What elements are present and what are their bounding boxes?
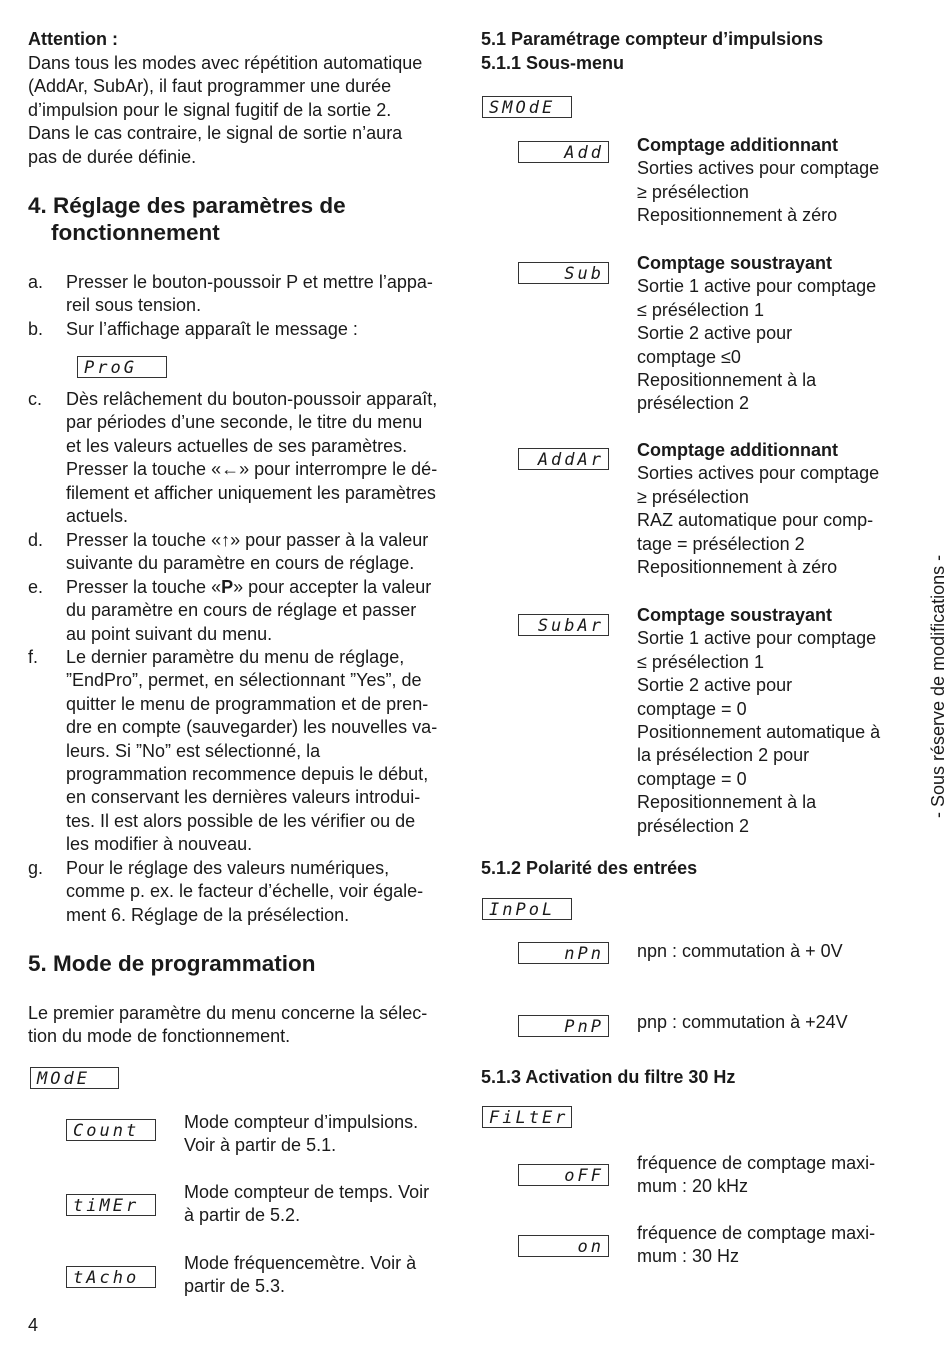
attention-line: pas de durée définie. [28,146,197,167]
page-number: 4 [28,1315,39,1335]
list-marker: d. [28,530,44,550]
list-line: ment 6. Réglage de la présélection. [66,904,350,925]
desc-line: comptage ≤0 [637,346,741,367]
list-marker: e. [28,577,44,597]
list-line: par périodes d’une seconde, le titre du menu [66,412,423,433]
display-submode: SMOdE [482,96,572,118]
list-line: au point suivant du menu. [66,623,273,644]
display-addar: AddAr [518,448,609,470]
display-add: Add [518,141,609,163]
list-line: ”EndPro”, permet, en sélectionnant ”Yes”, de [66,670,422,691]
list-line: leurs. Si ”No” est sélectionné, la [66,740,321,761]
list-line: suivante du paramètre en cours de réglage. [66,553,415,574]
desc-line: Repositionnement à zéro [637,557,838,578]
list-line: Presser la touche «↑» pour passer à la valeur [66,530,429,550]
desc-line: à partir de 5.2. [184,1205,301,1226]
desc-line: Repositionnement à zéro [637,205,838,226]
desc-line: Sortie 2 active pour [637,323,793,344]
option-addar-desc [637,439,907,579]
list-line: Presser la touche «P» pour accepter la valeur [66,577,432,597]
list-marker: c. [28,389,43,409]
desc-line: mum : 30 Hz [637,1246,740,1267]
desc-line: Sortie 2 active pour [637,675,793,696]
list-line: programmation recommence depuis le début, [66,764,429,785]
desc-line: ≥ présélection [637,486,749,507]
desc-line: comptage = 0 [637,768,747,789]
desc-line: ≤ présélection 1 [637,299,764,320]
desc-line: Sortie 1 active pour comptage [637,276,877,297]
desc-line: Mode compteur de temps. Voir [184,1182,430,1202]
attention-title: Attention : [28,29,118,49]
option-subar-desc [637,604,907,838]
arrow-up-icon: ↑ [221,530,231,550]
arrow-left-icon: ← [221,459,240,480]
desc-line: mum : 20 kHz [637,1176,749,1197]
desc-line: Sorties actives pour comptage [637,158,880,179]
desc-line: la présélection 2 pour [637,745,810,766]
display-filter: FiLtEr [482,1106,572,1128]
display-count: Count [66,1119,156,1141]
option-title: Comptage soustrayant [637,253,833,273]
option-npn-desc: npn : commutation à + 0V [637,941,843,961]
attention-line: Dans le cas contraire, le signal de sortie n’aura [28,123,403,144]
mode-count-desc [184,1111,454,1158]
list-line: dre en compte (sauvegarder) les nouvelles va- [66,717,438,738]
list-line: Le dernier paramètre du menu de réglage, [66,647,405,667]
section513-title: 5.1.3 Activation du filtre 30 Hz [481,1067,736,1087]
intro-line: tion du mode de fonctionnement. [28,1026,291,1047]
list-marker: a. [28,272,44,292]
desc-line: RAZ automatique pour comp- [637,510,874,531]
display-timer: tiMEr [66,1194,156,1216]
list-line: en conservant les dernières valeurs introdui- [66,787,421,808]
attention-line: d’impulsion pour le signal fugitif de la sortie 2. [28,99,392,120]
desc-line: Positionnement automatique à [637,722,881,743]
option-pnp-desc: pnp : commutation à +24V [637,1012,848,1032]
desc-line: Repositionnement à la [637,370,817,391]
list-line: Dès relâchement du bouton-poussoir apparaît, [66,389,438,409]
desc-line: présélection 2 [637,393,750,414]
list-line: les modifier à nouveau. [66,834,253,855]
list-line: quitter le menu de programmation et de pren- [66,693,429,714]
desc-line: Mode compteur d’impulsions. [184,1112,419,1132]
option-on-desc [637,1222,907,1269]
desc-line: Mode fréquencemètre. Voir à [184,1253,417,1273]
list-line: reil sous tension. [66,295,202,316]
display-tacho: tAcho [66,1266,156,1288]
option-add-desc [637,134,907,228]
attention-text [28,52,468,169]
section4-title: 4. Réglage des paramètres de [28,193,346,218]
option-title: Comptage additionnant [637,440,838,460]
desc-line: fréquence de comptage maxi- [637,1153,876,1173]
section512-title: 5.1.2 Polarité des entrées [481,858,698,878]
list-line: Sur l’affichage apparaît le message : [66,319,358,339]
desc-line: Voir à partir de 5.1. [184,1135,337,1156]
desc-line: Sortie 1 active pour comptage [637,628,877,649]
attention-line: (AddAr, SubAr), il faut programmer une durée [28,76,392,97]
option-off-desc [637,1152,907,1199]
display-on: on [518,1235,609,1257]
display-mode: MOdE [30,1067,119,1089]
display-sub: Sub [518,262,609,284]
display-pnp: PnP [518,1015,609,1037]
desc-line: comptage = 0 [637,698,747,719]
attention-line: Dans tous les modes avec répétition automatique [28,53,423,73]
desc-line: Sorties actives pour comptage [637,463,880,484]
section51-title: 5.1 Paramétrage compteur d’impulsions [481,29,824,49]
option-title: Comptage soustrayant [637,605,833,625]
section511-title: 5.1.1 Sous-menu [481,53,625,73]
mode-timer-desc [184,1181,454,1228]
display-npn: nPn [518,942,609,964]
list-line: filement et afficher uniquement les paramètres [66,482,436,503]
list-line: comme p. ex. le facteur d’échelle, voir égale- [66,881,424,902]
section5-intro [28,1002,468,1049]
intro-line: Le premier paramètre du menu concerne la sélec- [28,1003,428,1023]
option-sub-desc [637,252,907,416]
list-marker: f. [28,647,39,667]
list-line: tes. Il est alors possible de les vérifier ou de [66,810,416,831]
list-line: et les valeurs actuelles de ses paramètres. [66,435,408,456]
mode-tacho-desc [184,1252,454,1299]
list-marker: b. [28,319,44,339]
list-line: actuels. [66,506,129,527]
desc-line: présélection 2 [637,815,750,836]
display-prog: ProG [77,356,167,378]
list-line: du paramètre en cours de réglage et passer [66,600,417,621]
desc-line: tage = présélection 2 [637,533,805,554]
list-line: Pour le réglage des valeurs numériques, [66,858,390,878]
desc-line: ≥ présélection [637,181,749,202]
desc-line: Repositionnement à la [637,792,817,813]
section4-title-cont: fonctionnement [51,220,220,245]
list-line: Presser le bouton-poussoir P et mettre l’appa- [66,272,433,292]
key-p: P [221,577,234,597]
option-title: Comptage additionnant [637,135,838,155]
desc-line: ≤ présélection 1 [637,651,764,672]
desc-line: partir de 5.3. [184,1276,286,1297]
list-marker: g. [28,858,44,878]
display-subar: SubAr [518,614,609,636]
display-inpol: InPoL [482,898,572,920]
section5-title: 5. Mode de programmation [28,951,316,976]
display-off: oFF [518,1164,609,1186]
side-note: - Sous réserve de modifications - [928,554,948,818]
desc-line: fréquence de comptage maxi- [637,1223,876,1243]
list-line: Presser la touche «←» pour interrompre le dé- [66,459,438,480]
